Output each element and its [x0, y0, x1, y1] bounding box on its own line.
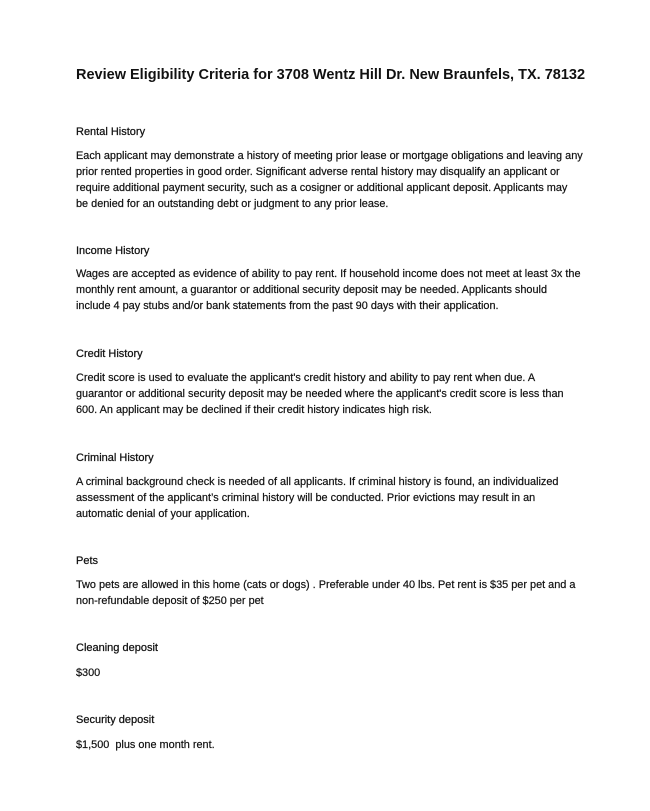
- rental-history-line: prior rented properties in good order. Significant adverse rental history may disqualify an applicant or: [76, 166, 560, 178]
- credit-history-line: Credit score is used to evaluate the applicant's credit history and ability to pay rent when due. A: [76, 372, 536, 384]
- pets-line: non-refundable deposit of $250 per pet: [76, 595, 264, 607]
- pets-heading: Pets: [76, 555, 99, 567]
- income-history-line: include 4 pay stubs and/or bank statements from the past 90 days with their application.: [76, 300, 499, 312]
- cleaning-deposit-value: $300: [76, 667, 101, 679]
- security-deposit-text: [76, 737, 596, 753]
- income-history-text: [76, 266, 596, 314]
- income-history-heading: Income History: [76, 245, 150, 257]
- income-history-line: monthly rent amount, a guarantor or additional security deposit may be needed. Applicants should: [76, 284, 548, 296]
- credit-history-heading: Credit History: [76, 348, 143, 360]
- security-deposit-heading: Security deposit: [76, 714, 155, 726]
- criminal-history-line: automatic denial of your application.: [76, 508, 250, 520]
- rental-history-line: Each applicant may demonstrate a history of meeting prior lease or mortgage obligations and leaving any: [76, 150, 583, 162]
- credit-history-line: guarantor or additional security deposit may be needed where the applicant's credit score is less than: [76, 388, 564, 400]
- credit-history-line: 600. An applicant may be declined if their credit history indicates high risk.: [76, 404, 432, 416]
- criminal-history-text: [76, 474, 596, 522]
- cleaning-deposit-heading: Cleaning deposit: [76, 642, 158, 654]
- pets-text: [76, 577, 596, 609]
- document-title: Review Eligibility Criteria for 3708 Wentz Hill Dr. New Braunfels, TX. 78132: [76, 67, 586, 83]
- criminal-history-line: A criminal background check is needed of all applicants. If criminal history is found, an individualized: [76, 476, 559, 488]
- cleaning-deposit-text: [76, 665, 596, 681]
- criminal-history-line: assessment of the applicant’s criminal history will be conducted. Prior evictions may result in an: [76, 492, 536, 504]
- income-history-line: Wages are accepted as evidence of ability to pay rent. If household income does not meet at least 3x the: [76, 268, 581, 280]
- rental-history-heading: Rental History: [76, 126, 146, 138]
- pets-line: Two pets are allowed in this home (cats or dogs) . Preferable under 40 lbs. Pet rent is $35 per pet and a: [76, 579, 576, 591]
- criminal-history-heading: Criminal History: [76, 452, 154, 464]
- credit-history-text: [76, 370, 596, 418]
- security-deposit-value: $1,500 plus one month rent.: [76, 739, 215, 751]
- rental-history-line: require additional payment security, such as a cosigner or additional applicant deposit. Applicants may: [76, 182, 568, 194]
- rental-history-text: [76, 148, 596, 212]
- rental-history-line: be denied for an outstanding debt or judgment to any prior lease.: [76, 198, 389, 210]
